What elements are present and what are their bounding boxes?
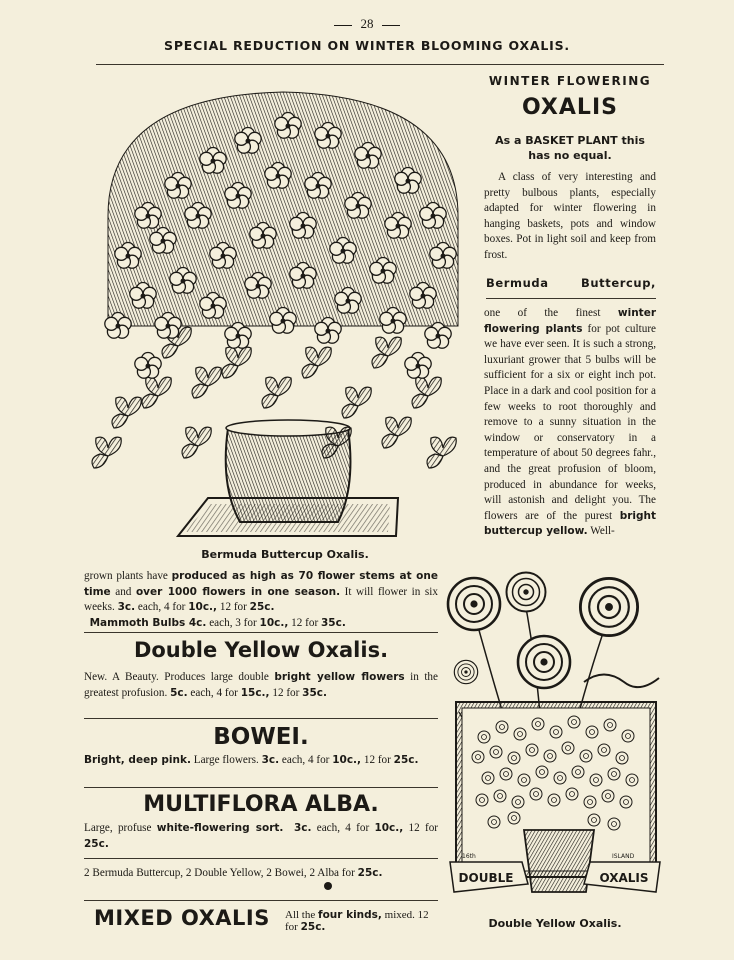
rule-2 (84, 718, 438, 719)
multiflora-alba-title: MULTIFLORA ALBA. (143, 792, 379, 817)
collection-offer: 2 Bermuda Buttercup, 2 Double Yellow, 2 Bowei, 2 Alba for 25c. (84, 867, 383, 879)
bowei-title: BOWEI. (213, 724, 309, 750)
rule-5 (84, 900, 438, 901)
oxalis-intro: A class of very interesting and pretty bulbous plants, especially adapted for winter flowering in hanging baskets, pots and window boxes. Pot in light soil and keep from frost. (484, 171, 656, 261)
mixed-oxalis-description: All the four kinds, mixed. 12 for 25c. (285, 909, 429, 933)
mixed-oxalis-title: MIXED OXALIS (94, 906, 270, 930)
double-yellow-title: Double Yellow Oxalis. (133, 638, 389, 662)
bermuda-buttercup-illustration (88, 66, 478, 548)
banner-right-text: OXALIS (599, 871, 649, 885)
banner-left-text: DOUBLE (458, 871, 514, 885)
ornament-dot (324, 882, 332, 890)
tag-right-text: ISLAND (612, 853, 635, 860)
bermuda-buttercup-description: one of the finest winter flowering plants for pot culture we have ever seen. It is such a strong, luxuriant grower that 5 bulbs will be sufficient for a six or eight inch pot. Place in a dark and cool position for a few weeks to root thoroughly and remove to a sunny situation in the window or conservatory in a temperature of about 50 degrees fahr., and the great profusion of bloom, produced in abundance for weeks, will astonish and delight you. The flowers are of the purest bright buttercup yellow. Well- (484, 307, 657, 538)
basket-plant-tagline: As a BASKET PLANT this has no equal. (495, 134, 645, 162)
oxalis-title: OXALIS (522, 95, 618, 120)
right-rule (486, 298, 656, 299)
tag-left-text: 16th (462, 853, 476, 860)
right-kicker: WINTER FLOWERING (488, 74, 652, 88)
double-yellow-description: New. A Beauty. Produces large double bright yellow flowers in the greatest profusion. 5c. each, 4 for 15c., 12 for 35c. (84, 671, 438, 699)
illustration-caption-2: Double Yellow Oxalis. (488, 917, 622, 930)
page-header: SPECIAL REDUCTION ON WINTER BLOOMING OXALIS. (164, 38, 570, 53)
page-number: 28 (330, 16, 404, 32)
illustration-caption-1: Bermuda Buttercup Oxalis. (201, 548, 369, 561)
multiflora-alba-description: Large, profuse white-flowering sort. 3c. each, 4 for 10c., 12 for 25c. (84, 822, 439, 850)
rule-3 (84, 787, 438, 788)
header-rule (96, 64, 664, 65)
double-yellow-illustration (444, 562, 666, 912)
rule-4 (84, 858, 438, 859)
rule-1 (84, 632, 438, 633)
bowei-description: Bright, deep pink. Large flowers. 3c. each, 4 for 10c., 12 for 25c. (84, 754, 419, 766)
bermuda-buttercup-heading: Bermuda Buttercup, (486, 276, 656, 290)
bermuda-continuation: grown plants have produced as high as 70 flower stems at one time and over 1000 flowers in one season. It will flower in six weeks. 3c. each, 4 for 10c., 12 for 25c. Mammoth Bulbs 4c. each, 3 for 10c., 12 for 35c. (84, 570, 438, 629)
